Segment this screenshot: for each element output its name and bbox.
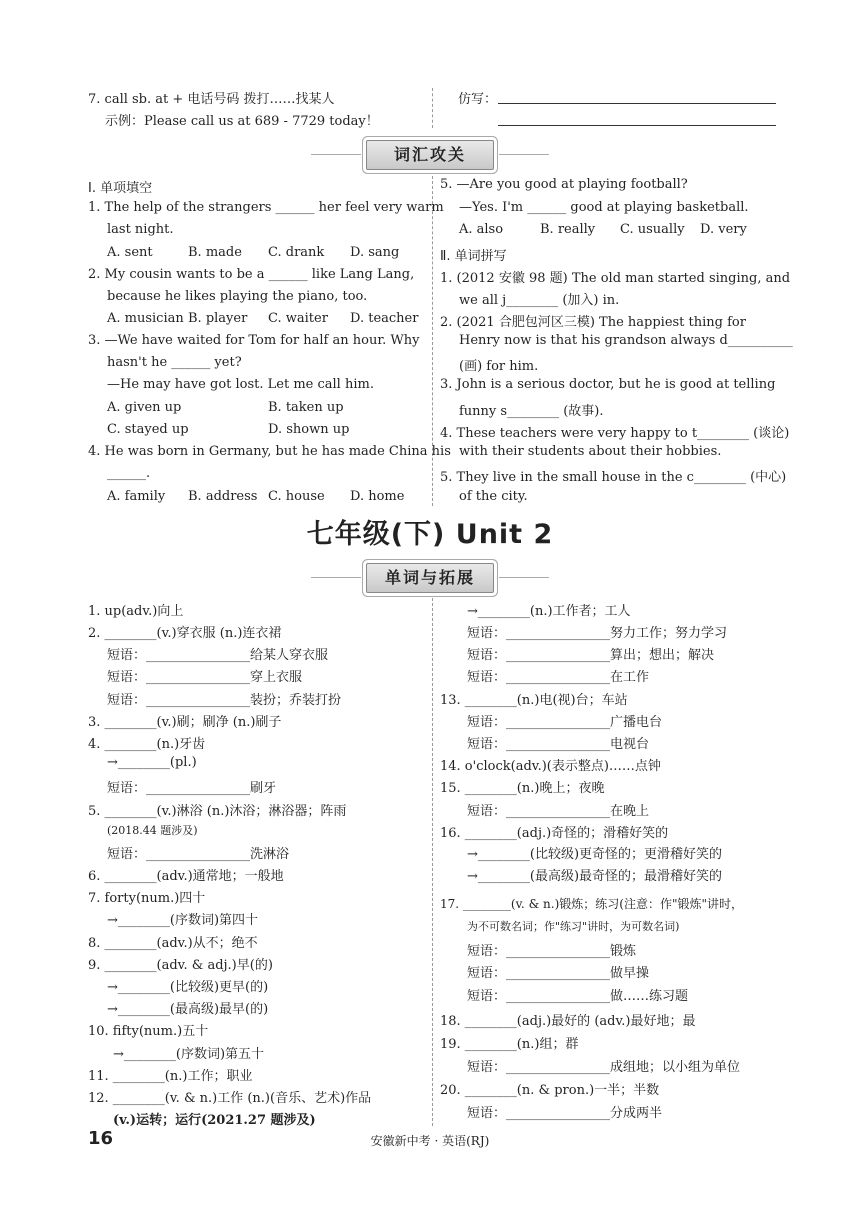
- q2-stem-cont: because he likes playing the piano, too.: [107, 289, 368, 304]
- derived-entry[interactable]: →________(序数词)第五十: [113, 1047, 265, 1062]
- imitate-line-1[interactable]: [498, 103, 776, 104]
- q4-option-b[interactable]: B. address: [188, 489, 258, 504]
- phrase-entry[interactable]: 短语：________________做早操: [467, 966, 650, 981]
- top-example: 示例：Please call us at 689 - 7729 today！: [105, 114, 379, 129]
- phrase-entry[interactable]: 短语：________________给某人穿衣服: [107, 648, 329, 663]
- phrase-entry[interactable]: 短语：________________装扮；乔装打扮: [107, 693, 342, 708]
- phrase-entry[interactable]: 短语：________________分成两半: [467, 1106, 663, 1121]
- page-number: 16: [88, 1128, 114, 1149]
- word-entry[interactable]: 4. ________(n.)牙齿: [88, 737, 206, 752]
- imitate-label: 仿写：: [458, 92, 498, 107]
- word-entry: 10. fifty(num.)五十: [88, 1024, 209, 1039]
- q3-option-b[interactable]: B. taken up: [268, 400, 344, 415]
- q2-option-a[interactable]: A. musician: [107, 311, 184, 326]
- q1-stem: 1. The help of the strangers ______ her feel very warm: [88, 200, 444, 215]
- phrase-entry[interactable]: 短语：________________算出；想出；解决: [467, 648, 715, 663]
- word-entry[interactable]: 12. ________(v. & n.)工作 (n.)(音乐、艺术)作品: [88, 1091, 372, 1106]
- word-entry: 1. up(adv.)向上: [88, 604, 184, 619]
- q3-stem-reply: —He may have got lost. Let me call him.: [107, 377, 374, 392]
- word-entry[interactable]: 9. ________(adv. & adj.)早(的): [88, 958, 273, 973]
- spell-q3: 3. John is a serious doctor, but he is good at telling: [440, 377, 776, 392]
- phrase-entry[interactable]: 短语：________________洗淋浴: [107, 847, 290, 862]
- q5-option-a[interactable]: A. also: [459, 222, 504, 237]
- derived-entry[interactable]: →________(比较级)更早(的): [107, 980, 269, 995]
- footer-title: 安徽新中考 · 英语(RJ): [370, 1134, 490, 1148]
- q1-option-b[interactable]: B. made: [188, 245, 242, 260]
- usage-note: 为不可数名词；作"练习"讲时，为可数名词): [467, 920, 680, 933]
- spell-q2-cont2: (画) for him.: [459, 359, 539, 374]
- phrase-entry[interactable]: 短语：________________做……练习题: [467, 989, 689, 1004]
- spell-q3-cont[interactable]: funny s________ (故事).: [459, 404, 604, 419]
- phrase-entry[interactable]: 短语：________________刷牙: [107, 781, 277, 796]
- word-entry: 14. o'clock(adv.)(表示整点)……点钟: [440, 759, 661, 774]
- phrase-entry[interactable]: 短语：________________锻炼: [467, 944, 637, 959]
- word-entry[interactable]: 5. ________(v.)淋浴 (n.)沐浴；淋浴器；阵雨: [88, 804, 347, 819]
- word-entry-cont: (v.)运转；运行(2021.27 题涉及): [113, 1113, 316, 1128]
- word-entry[interactable]: 13. ________(n.)电(视)台；车站: [440, 693, 628, 708]
- column-divider-top: [432, 88, 433, 128]
- q3-stem-cont: hasn't he ______ yet?: [107, 355, 242, 370]
- word-entry[interactable]: 11. ________(n.)工作；职业: [88, 1069, 253, 1084]
- q3-option-a[interactable]: A. given up: [107, 400, 182, 415]
- phrase-entry[interactable]: 短语：________________在晚上: [467, 804, 650, 819]
- phrase-entry[interactable]: 短语：________________成组地；以小组为单位: [467, 1060, 741, 1075]
- q5-option-c[interactable]: C. usually: [620, 222, 685, 237]
- q5-stem: 5. —Are you good at playing football?: [440, 177, 688, 192]
- q1-stem-cont: last night.: [107, 222, 174, 237]
- q5-option-b[interactable]: B. really: [540, 222, 596, 237]
- vocab-section-title: 词汇攻关: [366, 140, 494, 170]
- word-entry[interactable]: 3. ________(v.)刷；刷净 (n.)刷子: [88, 715, 282, 730]
- spell-q4-cont: with their students about their hobbies.: [459, 444, 722, 459]
- q2-stem: 2. My cousin wants to be a ______ like Lang Lang,: [88, 267, 415, 282]
- q5-option-d[interactable]: D. very: [700, 222, 747, 237]
- imitate-line-2[interactable]: [498, 125, 776, 126]
- q4-option-c[interactable]: C. house: [268, 489, 325, 504]
- derived-entry[interactable]: →________(最高级)最奇怪的；最滑稽好笑的: [467, 869, 723, 884]
- spell-q2: 2. (2021 合肥包河区三模) The happiest thing for: [440, 315, 746, 330]
- word-entry[interactable]: 8. ________(adv.)从不；绝不: [88, 936, 258, 951]
- word-entry[interactable]: 20. ________(n. & pron.)一半；半数: [440, 1083, 660, 1098]
- spell-q1-cont[interactable]: we all j________ (加入) in.: [459, 293, 620, 308]
- derived-entry[interactable]: →________(n.)工作者；工人: [467, 604, 631, 619]
- word-entry[interactable]: 18. ________(adj.)最好的 (adv.)最好地；最: [440, 1014, 696, 1029]
- part1-heading: Ⅰ. 单项填空: [88, 181, 153, 196]
- q4-stem-cont: ______.: [107, 466, 151, 481]
- q2-option-b[interactable]: B. player: [188, 311, 248, 326]
- phrase-entry[interactable]: 短语：________________广播电台: [467, 715, 663, 730]
- q3-stem: 3. —We have waited for Tom for half an hour. Why: [88, 333, 420, 348]
- unit-title: 七年级(下) Unit 2: [306, 519, 554, 550]
- derived-entry[interactable]: →________(比较级)更奇怪的；更滑稽好笑的: [467, 847, 723, 862]
- q1-option-c[interactable]: C. drank: [268, 245, 325, 260]
- q3-option-c[interactable]: C. stayed up: [107, 422, 189, 437]
- words-section-title: 单词与拓展: [366, 563, 494, 593]
- q1-option-d[interactable]: D. sang: [350, 245, 400, 260]
- exam-note: (2018.44 题涉及): [107, 824, 198, 837]
- derived-entry[interactable]: →________(序数词)第四十: [107, 913, 259, 928]
- part2-heading: Ⅱ. 单词拼写: [440, 249, 507, 264]
- column-divider-words: [432, 598, 433, 1126]
- top-item-7: 7. call sb. at + 电话号码 拨打……找某人: [88, 92, 335, 107]
- spell-q5[interactable]: 5. They live in the small house in the c________ (中心): [440, 470, 787, 485]
- phrase-entry[interactable]: 短语：________________努力工作；努力学习: [467, 626, 728, 641]
- q3-option-d[interactable]: D. shown up: [268, 422, 350, 437]
- spell-q4[interactable]: 4. These teachers were very happy to t________ (谈论): [440, 426, 790, 441]
- word-entry[interactable]: 2. ________(v.)穿衣服 (n.)连衣裙: [88, 626, 282, 641]
- q4-stem: 4. He was born in Germany, but he has made China his: [88, 444, 451, 459]
- word-entry[interactable]: 16. ________(adj.)奇怪的；滑稽好笑的: [440, 826, 669, 841]
- q2-option-c[interactable]: C. waiter: [268, 311, 328, 326]
- word-entry[interactable]: 19. ________(n.)组；群: [440, 1037, 579, 1052]
- derived-entry[interactable]: →________(pl.): [107, 755, 197, 770]
- word-entry: 7. forty(num.)四十: [88, 891, 206, 906]
- spell-q5-cont: of the city.: [459, 489, 528, 504]
- word-entry[interactable]: 17. ________(v. & n.)锻炼；练习(注意：作"锻炼"讲时，: [440, 897, 744, 911]
- spell-q1: 1. (2012 安徽 98 题) The old man started singing, and: [440, 271, 791, 286]
- phrase-entry[interactable]: 短语：________________电视台: [467, 737, 650, 752]
- q4-option-a[interactable]: A. family: [107, 489, 166, 504]
- spell-q2-cont[interactable]: Henry now is that his grandson always d__________: [459, 333, 793, 348]
- derived-entry[interactable]: →________(最高级)最早(的): [107, 1002, 269, 1017]
- q5-stem-cont: —Yes. I'm ______ good at playing basketball.: [459, 200, 749, 215]
- q2-option-d[interactable]: D. teacher: [350, 311, 419, 326]
- word-entry[interactable]: 15. ________(n.)晚上；夜晚: [440, 781, 605, 796]
- phrase-entry[interactable]: 短语：________________在工作: [467, 670, 650, 685]
- q4-option-d[interactable]: D. home: [350, 489, 405, 504]
- q1-option-a[interactable]: A. sent: [107, 245, 153, 260]
- phrase-entry[interactable]: 短语：________________穿上衣服: [107, 670, 303, 685]
- word-entry[interactable]: 6. ________(adv.)通常地；一般地: [88, 869, 284, 884]
